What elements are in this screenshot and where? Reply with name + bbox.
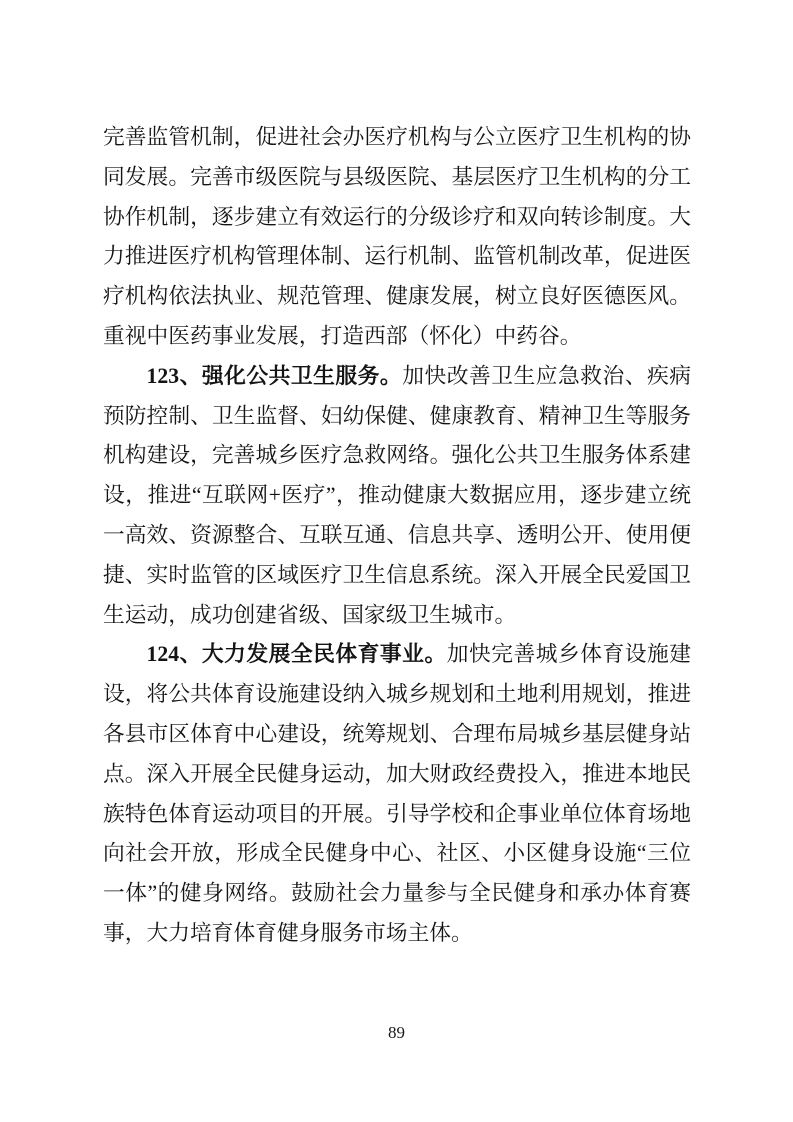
section-heading: 123、强化公共卫生服务。 <box>146 363 403 388</box>
paragraph-section-123 <box>103 357 691 636</box>
document-body <box>103 118 691 954</box>
paragraph-text: 加快完善城乡体育设施建设，将公共体育设施建设纳入城乡规划和土地利用规划，推进各县市区体育中心建设，统筹规划、合理布局城乡基层健身站点。深入开展全民健身运动，加大财政经费投入，推进本地民族特色体育运动项目的开展。引导学校和企事业单位体育场地向社会开放，形成全民健身中心、社区、小区健身设施“三位一体”的健身网络。鼓励社会力量参与全民健身和承办体育赛事，大力培育体育健身服务市场主体。 <box>103 642 692 945</box>
paragraph-continuation <box>103 118 691 357</box>
paragraph-text: 加快改善卫生应急救治、疾病预防控制、卫生监督、妇幼保健、健康教育、精神卫生等服务机构建设，完善城乡医疗急救网络。强化公共卫生服务体系建设，推进“互联网+医疗”，推动健康大数据应用，逐步建立统一高效、资源整合、互联互通、信息共享、透明公开、使用便捷、实时监管的区域医疗卫生信息系统。深入开展全民爱国卫生运动，成功创建省级、国家级卫生城市。 <box>103 363 692 627</box>
section-heading: 124、大力发展全民体育事业。 <box>146 642 447 667</box>
paragraph-section-124 <box>103 635 691 953</box>
page-number: 89 <box>388 1023 405 1042</box>
paragraph-text: 完善监管机制，促进社会办医疗机构与公立医疗卫生机构的协同发展。完善市级医院与县级医院、基层医疗卫生机构的分工协作机制，逐步建立有效运行的分级诊疗和双向转诊制度。大力推进医疗机构管理体制、运行机制、监管机制改革，促进医疗机构依法执业、规范管理、健康发展，树立良好医德医风。重视中医药事业发展，打造西部（怀化）中药谷。 <box>103 125 691 348</box>
